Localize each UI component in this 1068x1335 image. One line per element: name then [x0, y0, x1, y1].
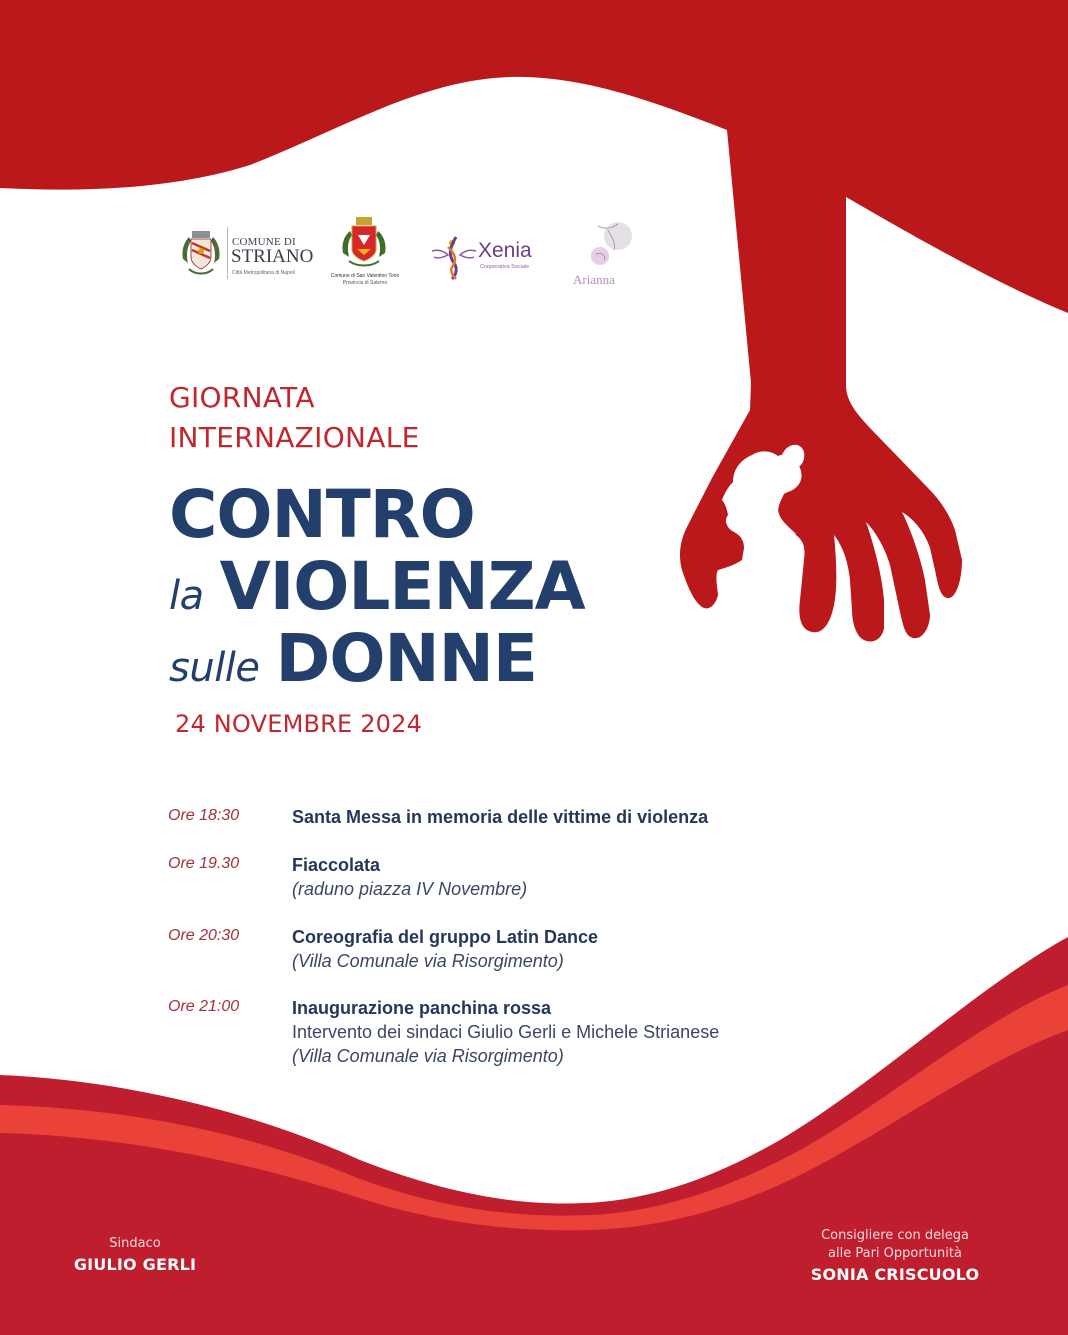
event-date: 24 NOVEMBRE 2024 — [175, 710, 423, 738]
striano-divider — [227, 227, 228, 279]
striano-label-line2: STRIANO — [231, 246, 314, 267]
councillor-role-line1: Consigliere con delega — [821, 1228, 969, 1243]
program-body — [292, 805, 708, 829]
logo-comune-san-valentino-torio — [325, 215, 405, 290]
san-valentino-label-line2: Provincia di Salerno — [342, 280, 388, 286]
logo-comune-striano — [179, 225, 314, 285]
san-valentino-label-line1: Comune di San Valentino Torio — [330, 273, 400, 279]
striano-crest-icon — [179, 229, 223, 279]
san-valentino-crest-icon — [339, 215, 389, 275]
program-detail: Intervento dei sindaci Giulio Gerli e Michele Strianese — [292, 1022, 720, 1042]
program-detail: (Villa Comunale via Risorgimento) — [292, 1046, 564, 1066]
program-title: Santa Messa in memoria delle vittime di violenza — [292, 807, 709, 827]
footer-councillor — [790, 1227, 1000, 1287]
footer-mayor — [40, 1235, 230, 1277]
councillor-role-line2: alle Pari Opportunità — [828, 1246, 962, 1261]
striano-label-line3: Città Metropolitana di Napoli — [232, 270, 295, 276]
logo-xenia — [430, 233, 540, 283]
xenia-subtitle: Cooperativa Sociale — [480, 264, 530, 270]
program-title: Inaugurazione panchina rossa — [292, 998, 552, 1018]
program-time: Ore 21:00 — [168, 998, 240, 1015]
top-red-wave — [0, 0, 1068, 642]
program-body — [292, 853, 527, 901]
kicker-line1: GIORNATA — [169, 381, 315, 414]
xenia-figure-icon — [430, 233, 478, 281]
title-sulle: sulle — [169, 645, 260, 691]
program-time: Ore 19.30 — [168, 855, 240, 872]
program-title: Fiaccolata — [292, 855, 381, 875]
title-line2 — [169, 548, 585, 625]
arianna-name: Arianna — [573, 272, 615, 287]
kicker-line2: INTERNAZIONALE — [169, 421, 420, 454]
program-title: Coreografia del gruppo Latin Dance — [292, 927, 599, 947]
title-line3 — [169, 620, 537, 697]
program-body — [292, 925, 598, 973]
program-detail: (Villa Comunale via Risorgimento) — [292, 951, 564, 971]
councillor-name: SONIA CRISCUOLO — [810, 1265, 980, 1284]
mayor-name: GIULIO GERLI — [73, 1255, 197, 1274]
logo-arianna — [570, 220, 645, 295]
sponsor-logos — [175, 215, 655, 295]
title-donne: DONNE — [275, 620, 537, 697]
title-line1 — [169, 476, 475, 553]
program-time: Ore 20:30 — [168, 927, 240, 944]
striano-label-line1: COMUNE DI — [232, 236, 296, 248]
program-time: Ore 18:30 — [168, 807, 240, 824]
program-detail: (raduno piazza IV Novembre) — [292, 879, 528, 899]
xenia-name: Xenia — [478, 239, 532, 262]
program-body — [292, 996, 719, 1068]
title-violenza: VIOLENZA — [219, 548, 585, 625]
title-contro: CONTRO — [169, 476, 475, 553]
headline-block — [169, 378, 585, 738]
title-la: la — [169, 573, 204, 619]
mayor-role: Sindaco — [109, 1236, 161, 1251]
arianna-flower-icon — [578, 220, 638, 272]
